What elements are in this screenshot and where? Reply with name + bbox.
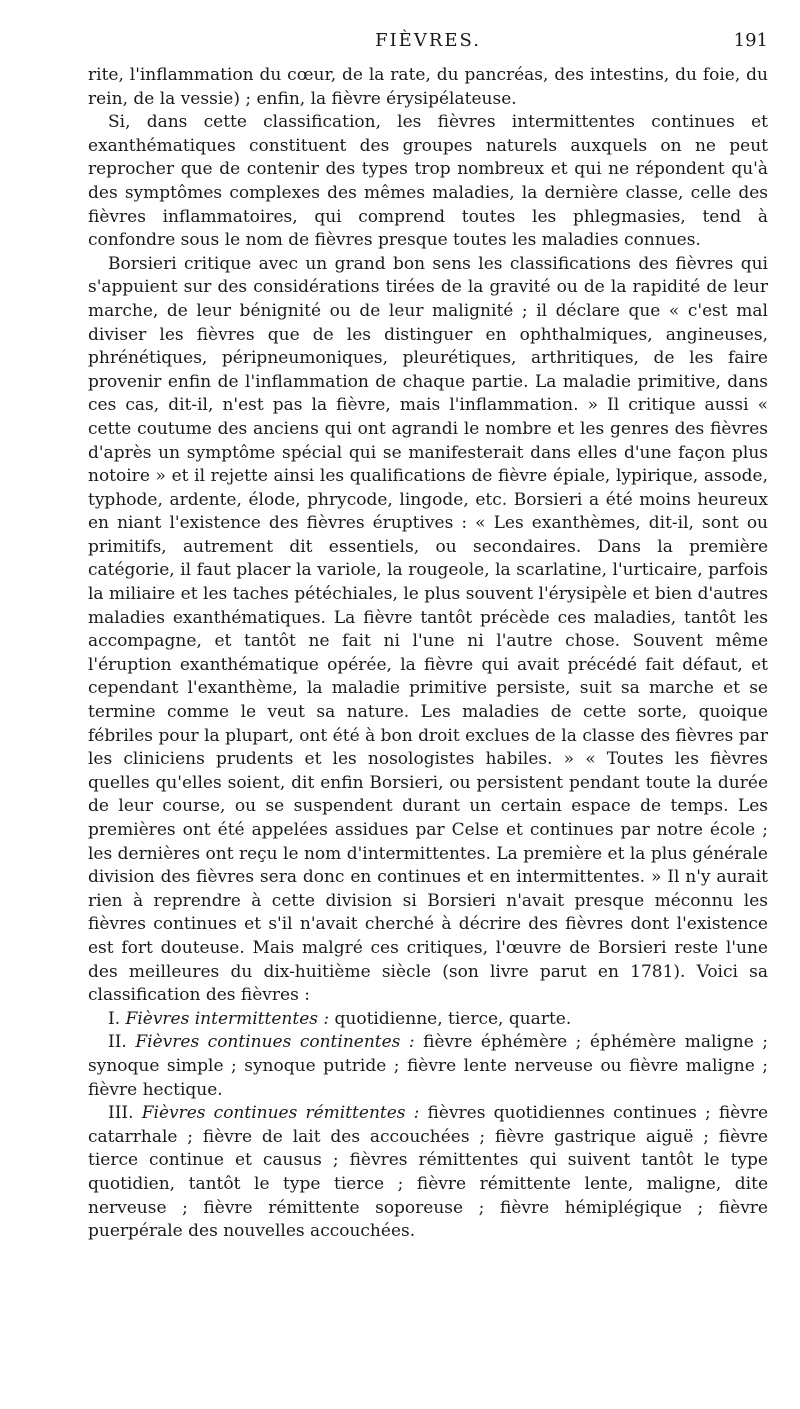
item-heading: Fièvres intermittentes : [125, 1008, 330, 1029]
item-text: fièvres quotidiennes continues ; fièvre catarrhale ; fièvre de lait des accouchées ; fièvre gastrique aiguë ; fièvre tierce continue et causus ; fièvres rémittentes qui suivent tantôt le type quotidien, tantôt le type tierce ; fièvre rémittente lente, maligne, dite nerveuse ; fièvre rémittente soporeuse ; fièvre hémiplégique ; fièvre puerpérale des nouvelles accouchées. [88, 1103, 769, 1242]
body-text [88, 64, 768, 1244]
item-numeral: II. [108, 1032, 127, 1053]
classification-item-3 [88, 1102, 768, 1244]
paragraph: Si, dans cette classification, les fièvres intermittentes continues et exanthématiques constituent des groupes naturels auxquels on ne peut reprocher que de contenir des types trop nombreux et qui ne répondent qu'à des symptômes complexes des mêmes maladies, la dernière classe, celle des fièvres inflammatoires, qui comprend toutes les phlegmasies, tend à confondre sous le nom de fièvres presque toutes les maladies connues. [88, 112, 768, 251]
document-page [88, 24, 768, 1244]
item-heading: Fièvres continues rémittentes : [141, 1103, 420, 1124]
item-heading: Fièvres continues continentes : [135, 1032, 415, 1053]
classification-item-1 [88, 1008, 768, 1032]
item-numeral: I. [108, 1008, 121, 1029]
item-numeral: III. [108, 1103, 134, 1124]
item-text: quotidienne, tierce, quarte. [334, 1008, 572, 1029]
page-number: 191 [733, 30, 768, 51]
running-head [88, 24, 768, 64]
classification-item-2 [88, 1031, 768, 1102]
paragraph-continuation: rite, l'inflammation du cœur, de la rate, du pancréas, des intestins, du foie, du rein, de la vessie) ; enfin, la fièvre érysipélateuse. [88, 65, 768, 109]
item-text: fièvre éphémère ; éphémère maligne ; synoque simple ; synoque putride ; fièvre lente nerveuse ou fièvre maligne ; fièvre hectique. [88, 1032, 769, 1100]
running-title: FIÈVRES. [375, 30, 481, 51]
paragraph: Borsieri critique avec un grand bon sens les classifications des fièvres qui s'appuient sur des considérations tirées de la gravité ou de la rapidité de leur marche, de leur bénignité ou de leur malignité ; il déclare que « c'est mal diviser les fièvres que de les distinguer en ophthalmiques, angineuses, phrénétiques, péripneumoniques, pleurétiques, arthritiques, de les faire provenir enfin de l'inflammation de chaque partie. La maladie primitive, dans ces cas, dit-il, n'est pas la fièvre, mais l'inflammation. » Il critique aussi « cette coutume des anciens qui ont agrandi le nombre et les genres des fièvres d'après un symptôme spécial qui se manifesterait dans elles d'une façon plus notoire » et il rejette ainsi les qualifications de fièvre épiale, lypirique, assode, typhode, ardente, élode, phrycode, lingode, etc. Borsieri a été moins heureux en niant l'existence des fièvres éruptives : « Les exanthèmes, dit-il, sont ou primitifs, autrement dit essentiels, ou secondaires. Dans la première catégorie, il faut placer la variole, la rougeole, la scarlatine, l'urticaire, parfois la miliaire et les taches pétéchiales, le plus souvent l'érysipèle et bien d'autres maladies exanthématiques. La fièvre tantôt précède ces maladies, tantôt les accompagne, et tantôt ne fait ni l'une ni l'autre chose. Souvent même l'éruption exanthématique opérée, la fièvre qui avait précédé fait défaut, et cependant l'exanthème, la maladie primitive persiste, suit sa marche et se termine comme le veut sa nature. Les maladies de cette sorte, quoique fébriles pour la plupart, ont été à bon droit exclues de la classe des fièvres par les cliniciens prudents et les nosologistes habiles. » « Toutes les fièvres quelles qu'elles soient, dit enfin Borsieri, ou persistent pendant toute la durée de leur course, ou se suspendent durant un certain espace de temps. Les premières ont été appelées assidues par Celse et continues par notre école ; les dernières ont reçu le nom d'intermittentes. La première et la plus générale division des fièvres sera donc en continues et en intermittentes. » Il n'y aurait rien à reprendre à cette division si Borsieri n'avait presque méconnu les fièvres continues et s'il n'avait cherché à décrire des fièvres dont l'existence est fort douteuse. Mais malgré ces critiques, l'œuvre de Borsieri reste l'une des meilleures du dix-huitième siècle (son livre parut en 1781). Voici sa classification des fièvres : [88, 253, 768, 1006]
